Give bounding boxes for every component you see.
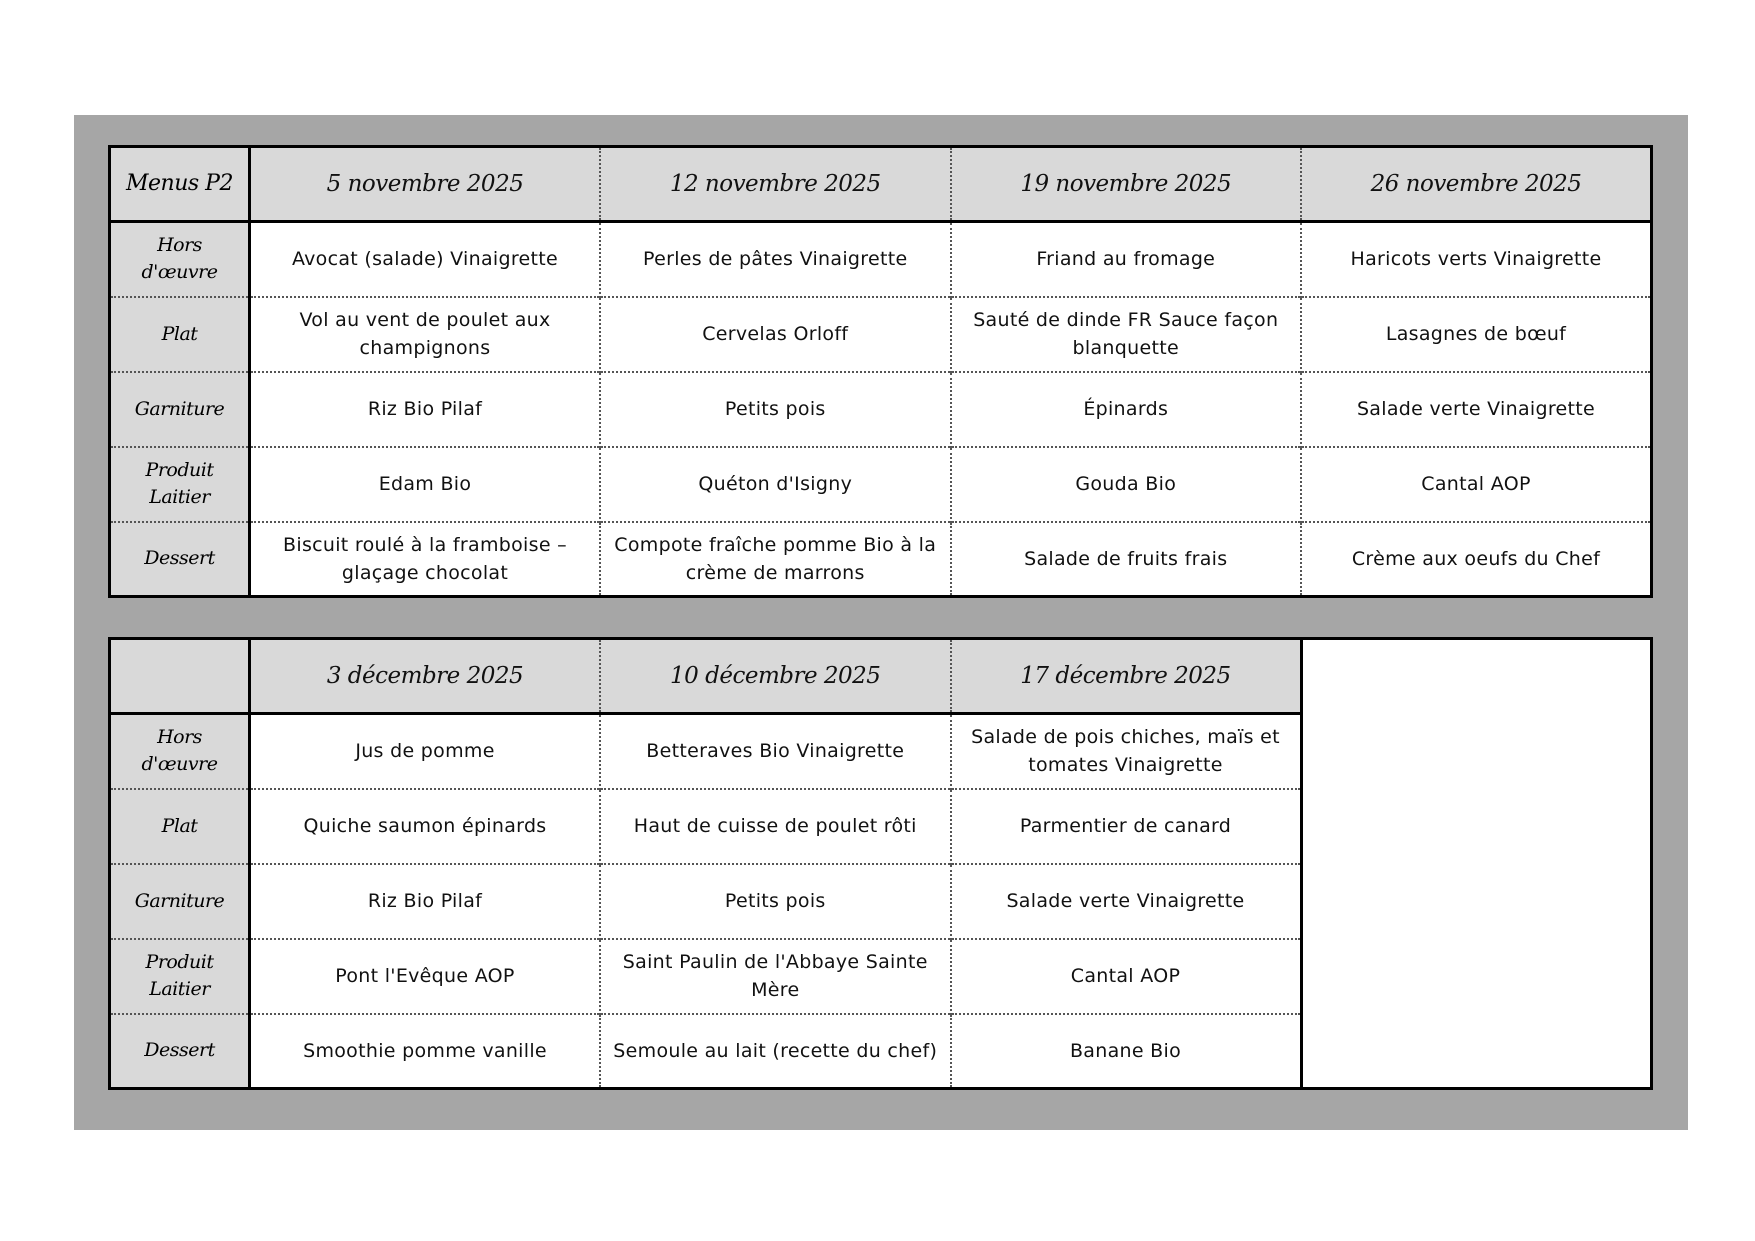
menu-cell: Biscuit roulé à la framboise – glaçage chocolat [250, 522, 601, 597]
menu-cell: Saint Paulin de l'Abbaye Sainte Mère [600, 939, 951, 1014]
menu-cell: Petits pois [600, 864, 951, 939]
menu-cell: Haut de cuisse de poulet rôti [600, 789, 951, 864]
header-row [110, 147, 1652, 222]
menu-cell: Friand au fromage [951, 222, 1302, 297]
menu-cell: Sauté de dinde FR Sauce façon blanquette [951, 297, 1302, 372]
menu-cell: Salade de fruits frais [951, 522, 1302, 597]
empty-column [1301, 639, 1652, 1089]
menu-cell: Cantal AOP [951, 939, 1302, 1014]
menu-cell: Edam Bio [250, 447, 601, 522]
menu-table-december [108, 637, 1653, 1090]
row-label: Dessert [110, 1014, 250, 1089]
menu-cell: Épinards [951, 372, 1302, 447]
date-header: 19 novembre 2025 [951, 147, 1302, 222]
menu-cell: Salade verte Vinaigrette [1301, 372, 1652, 447]
corner-cell [110, 639, 250, 714]
row-label: Plat [110, 297, 250, 372]
header-row [110, 639, 1652, 714]
menu-cell: Betteraves Bio Vinaigrette [600, 714, 951, 789]
menu-cell: Salade verte Vinaigrette [951, 864, 1302, 939]
menu-cell: Compote fraîche pomme Bio à la crème de marrons [600, 522, 951, 597]
date-header: 3 décembre 2025 [250, 639, 601, 714]
menu-cell: Riz Bio Pilaf [250, 864, 601, 939]
menu-cell: Gouda Bio [951, 447, 1302, 522]
menu-cell: Jus de pomme [250, 714, 601, 789]
row-label: Garniture [110, 864, 250, 939]
menu-cell: Riz Bio Pilaf [250, 372, 601, 447]
menu-cell: Cantal AOP [1301, 447, 1652, 522]
menu-cell: Semoule au lait (recette du chef) [600, 1014, 951, 1089]
row-hors-doeuvre [110, 222, 1652, 297]
row-label: Produit Laitier [110, 447, 250, 522]
row-dessert [110, 522, 1652, 597]
menu-cell: Banane Bio [951, 1014, 1302, 1089]
menu-cell: Parmentier de canard [951, 789, 1302, 864]
menu-table-november [108, 145, 1653, 598]
menu-cell: Smoothie pomme vanille [250, 1014, 601, 1089]
menu-title: Menus P2 [110, 147, 250, 222]
row-label: Plat [110, 789, 250, 864]
date-header: 12 novembre 2025 [600, 147, 951, 222]
row-label: Dessert [110, 522, 250, 597]
menu-cell: Avocat (salade) Vinaigrette [250, 222, 601, 297]
row-label: Garniture [110, 372, 250, 447]
menu-cell: Perles de pâtes Vinaigrette [600, 222, 951, 297]
menu-cell: Quéton d'Isigny [600, 447, 951, 522]
menu-cell: Salade de pois chiches, maïs et tomates Vinaigrette [951, 714, 1302, 789]
date-header: 26 novembre 2025 [1301, 147, 1652, 222]
menu-cell: Vol au vent de poulet aux champignons [250, 297, 601, 372]
date-header: 10 décembre 2025 [600, 639, 951, 714]
menu-cell: Pont l'Evêque AOP [250, 939, 601, 1014]
menu-cell: Lasagnes de bœuf [1301, 297, 1652, 372]
row-plat [110, 297, 1652, 372]
menu-cell: Quiche saumon épinards [250, 789, 601, 864]
menu-cell: Haricots verts Vinaigrette [1301, 222, 1652, 297]
row-label: Hors d'œuvre [110, 222, 250, 297]
row-garniture [110, 372, 1652, 447]
menu-cell: Cervelas Orloff [600, 297, 951, 372]
menu-cell: Crème aux oeufs du Chef [1301, 522, 1652, 597]
date-header: 5 novembre 2025 [250, 147, 601, 222]
date-header: 17 décembre 2025 [951, 639, 1302, 714]
menu-cell: Petits pois [600, 372, 951, 447]
row-label: Produit Laitier [110, 939, 250, 1014]
row-label: Hors d'œuvre [110, 714, 250, 789]
row-produit-laitier [110, 447, 1652, 522]
